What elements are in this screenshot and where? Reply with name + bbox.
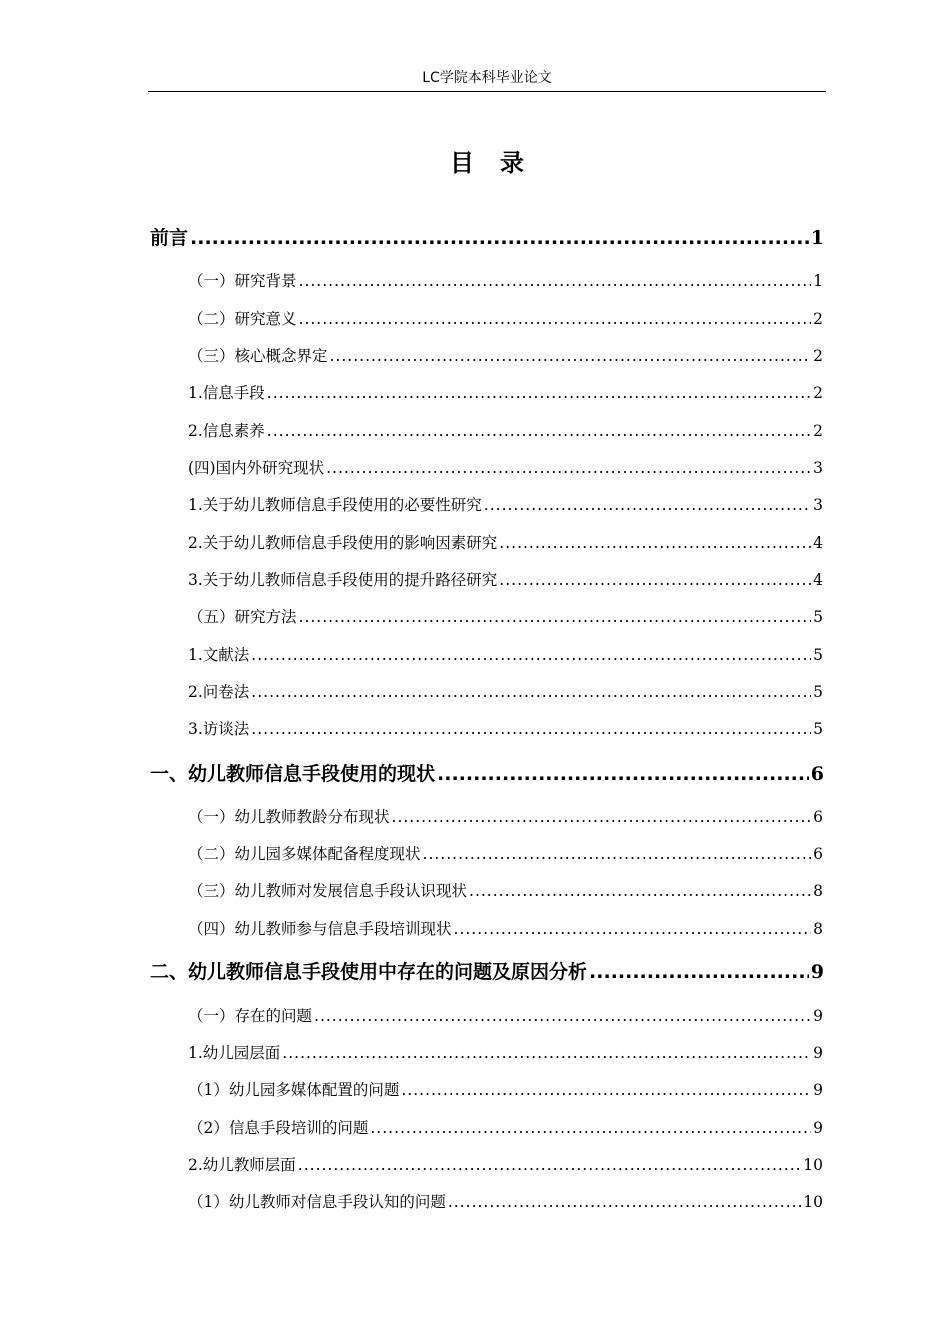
toc-entry-label: 2.信息素养 [188,422,265,440]
toc-entry-label: (四)国内外研究现状 [188,459,325,477]
toc-entry-page: 9 [810,961,824,983]
toc-entry-label: 1.信息手段 [188,384,265,402]
toc-dot-leader [326,456,811,480]
toc-entry[interactable] [188,917,823,941]
toc-dot-leader [437,760,809,788]
toc-entry-page: 5 [813,646,823,664]
toc-entry-label: 1.关于幼儿教师信息手段使用的必要性研究 [188,496,482,514]
toc-dot-leader [484,493,811,517]
toc-entry[interactable] [188,1078,823,1102]
running-header: LC学院本科毕业论文 [422,70,552,86]
toc-entry-label: 1.文献法 [188,646,250,664]
toc-entry-label: （四）幼儿教师参与信息手段培训现状 [188,920,452,938]
toc-entry-page: 8 [813,920,823,938]
toc-entry-label: （三）幼儿教师对发展信息手段认识现状 [188,882,468,900]
toc-dot-leader [392,805,812,829]
toc-dot-leader [314,1004,811,1028]
toc-entry[interactable] [188,879,823,903]
toc-dot-leader [589,958,809,986]
toc-dot-leader [499,531,811,555]
toc-entry-page: 6 [813,808,823,826]
page-title: 目录 [450,149,550,177]
toc-entry-label: 2.问卷法 [188,683,250,701]
toc-dot-leader [282,1041,811,1065]
toc-entry-label: （2）信息手段培训的问题 [188,1119,369,1137]
toc-entry-label: 2.幼儿教师层面 [188,1156,296,1174]
toc-dot-leader [330,344,812,368]
toc-entry[interactable] [188,643,823,667]
toc-entry-label: 3.关于幼儿教师信息手段使用的提升路径研究 [188,571,498,589]
toc-entry[interactable] [188,493,823,517]
toc-entry[interactable] [188,307,823,331]
toc-dot-leader [251,680,811,704]
toc-entry-page: 2 [813,347,823,365]
toc-entry[interactable] [150,958,824,986]
toc-dot-leader [401,1078,811,1102]
toc-entry-label: （三）核心概念界定 [188,347,328,365]
toc-entry-page: 9 [813,1119,823,1137]
toc-entry-label: （1）幼儿教师对信息手段认知的问题 [188,1193,446,1211]
toc-entry[interactable] [150,224,824,252]
toc-dot-leader [423,842,812,866]
toc-entry[interactable] [188,1153,823,1177]
toc-entry-label: （二）研究意义 [188,310,297,328]
toc-entry-page: 8 [813,882,823,900]
toc-entry[interactable] [188,1004,823,1028]
toc-entry-page: 3 [813,496,823,514]
toc-entry-label: （五）研究方法 [188,608,297,626]
toc-entry-page: 1 [813,272,823,290]
toc-entry[interactable] [188,680,823,704]
toc-entry-page: 1 [810,227,824,249]
toc-entry-page: 2 [813,422,823,440]
toc-entry-label: 二、幼儿教师信息手段使用中存在的问题及原因分析 [150,961,588,983]
toc-entry-label: （一）幼儿教师教龄分布现状 [188,808,390,826]
toc-entry[interactable] [188,531,823,555]
toc-entry-label: 3.访谈法 [188,720,250,738]
toc-entry-page: 10 [803,1193,823,1211]
toc-entry-label: 一、幼儿教师信息手段使用的现状 [150,763,436,785]
toc-entry-label: （一）存在的问题 [188,1007,313,1025]
toc-dot-leader [267,419,811,443]
toc-entry-page: 2 [813,384,823,402]
toc-entry-label: （一）研究背景 [188,272,297,290]
toc-entry[interactable] [188,1041,823,1065]
toc-entry-page: 6 [810,763,824,785]
toc-entry[interactable] [188,456,823,480]
toc-dot-leader [499,568,811,592]
toc-entry[interactable] [188,568,823,592]
toc-dot-leader [299,605,812,629]
toc-dot-leader [469,879,811,903]
toc-entry[interactable] [188,419,823,443]
toc-entry[interactable] [188,805,823,829]
toc-dot-leader [370,1116,811,1140]
toc-dot-leader [299,269,812,293]
toc-entry-label: 2.关于幼儿教师信息手段使用的影响因素研究 [188,534,498,552]
toc-entry-page: 5 [813,608,823,626]
toc-dot-leader [454,917,812,941]
toc-entry-page: 2 [813,310,823,328]
toc-entry-page: 4 [813,534,823,552]
toc-entry-page: 5 [813,720,823,738]
toc-dot-leader [190,224,809,252]
toc-entry-page: 9 [813,1007,823,1025]
toc-entry-page: 6 [813,845,823,863]
toc-entry-page: 4 [813,571,823,589]
toc-entry-page: 9 [813,1081,823,1099]
toc-dot-leader [267,381,811,405]
toc-entry-label: 前言 [150,227,189,249]
toc-entry-page: 5 [813,683,823,701]
toc-entry[interactable] [188,344,823,368]
toc-entry[interactable] [188,381,823,405]
toc-entry[interactable] [188,1190,823,1214]
toc-dot-leader [251,643,811,667]
toc-dot-leader [299,307,812,331]
toc-entry[interactable] [188,717,823,741]
toc-entry[interactable] [188,605,823,629]
toc-entry[interactable] [188,1116,823,1140]
toc-entry[interactable] [150,760,824,788]
toc-entry[interactable] [188,269,823,293]
toc-dot-leader [448,1190,801,1214]
toc-entry-page: 10 [803,1156,823,1174]
toc-entry-label: 1.幼儿园层面 [188,1044,281,1062]
toc-entry-label: （二）幼儿园多媒体配备程度现状 [188,845,421,863]
toc-entry[interactable] [188,842,823,866]
toc-entry-label: （1）幼儿园多媒体配置的问题 [188,1081,400,1099]
toc-dot-leader [298,1153,801,1177]
toc-entry-page: 9 [813,1044,823,1062]
toc-entry-page: 3 [813,459,823,477]
toc-dot-leader [251,717,811,741]
